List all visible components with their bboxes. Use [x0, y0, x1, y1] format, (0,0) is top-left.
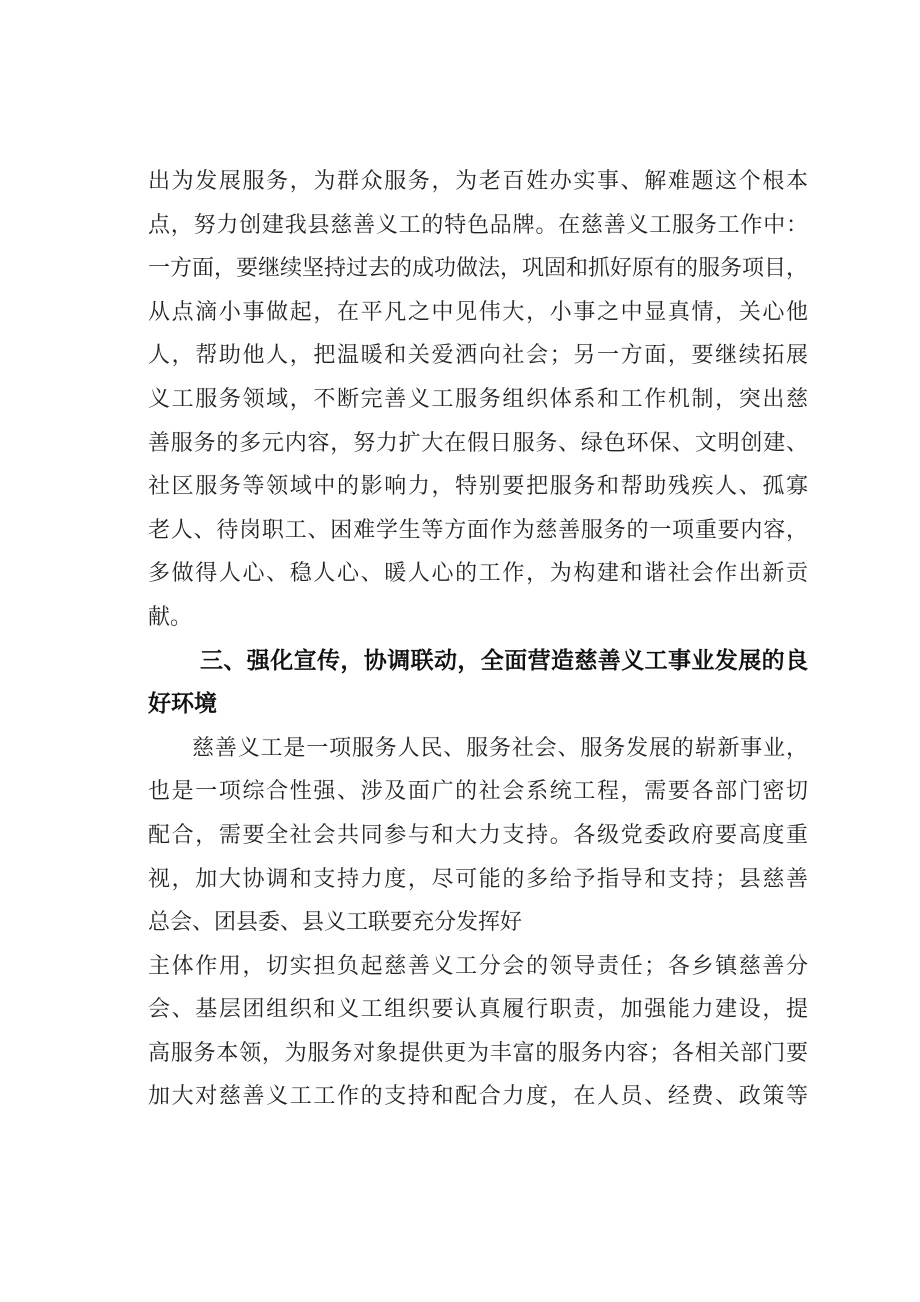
body-line: 义工服务领域，不断完善义工服务组织体系和工作机制，突出慈 [148, 386, 808, 412]
body-line: 视，加大协调和支持力度，尽可能的多给予指导和支持；县慈善 [148, 866, 808, 892]
body-line: 慈善义工是一项服务人民、服务社会、服务发展的崭新事业， [192, 735, 808, 761]
document-body [148, 160, 808, 1119]
section-heading: 好环境 [148, 691, 217, 718]
body-line: 高服务本领，为服务对象提供更为丰富的服务内容；各相关部门要 [148, 1040, 808, 1066]
body-line: 献。 [148, 604, 193, 630]
body-line: 社区服务等领域中的影响力，特别要把服务和帮助残疾人、孤寡 [148, 474, 808, 500]
body-line: 会、基层团组织和义工组织要认真履行职责，加强能力建设，提 [148, 997, 808, 1023]
body-line: 出为发展服务，为群众服务，为老百姓办实事、解难题这个根本 [148, 169, 808, 194]
body-line: 人，帮助他人，把温暖和关爱洒向社会；另一方面，要继续拓展 [148, 343, 808, 369]
body-line: 一方面，要继续坚持过去的成功做法，巩固和抓好原有的服务项目， [148, 256, 809, 282]
body-line: 多做得人心、稳人心、暖人心的工作，为构建和谐社会作出新贡 [148, 561, 808, 587]
body-line: 老人、待岗职工、困难学生等方面作为慈善服务的一项重要内容， [148, 517, 808, 543]
section-heading: 三、强化宣传，协调联动，全面营造慈善义工事业发展的良 [200, 647, 808, 674]
body-line: 主体作用，切实担负起慈善义工分会的领导责任；各乡镇慈善分 [148, 953, 808, 979]
body-line: 从点滴小事做起，在平凡之中见伟大，小事之中显真情，关心他 [148, 299, 808, 325]
body-line: 总会、团县委、县义工联要充分发挥好 [148, 910, 523, 936]
body-line: 加大对慈善义工工作的支持和配合力度，在人员、经费、政策等 [148, 1084, 808, 1110]
body-line: 配合，需要全社会共同参与和大力支持。各级党委政府要高度重 [148, 822, 808, 848]
body-line: 点，努力创建我县慈善义工的特色品牌。在慈善义工服务工作中： [148, 212, 808, 238]
body-line: 善服务的多元内容，努力扩大在假日服务、绿色环保、文明创建、 [148, 430, 808, 456]
body-line: 也是一项综合性强、涉及面广的社会系统工程，需要各部门密切 [148, 779, 808, 805]
